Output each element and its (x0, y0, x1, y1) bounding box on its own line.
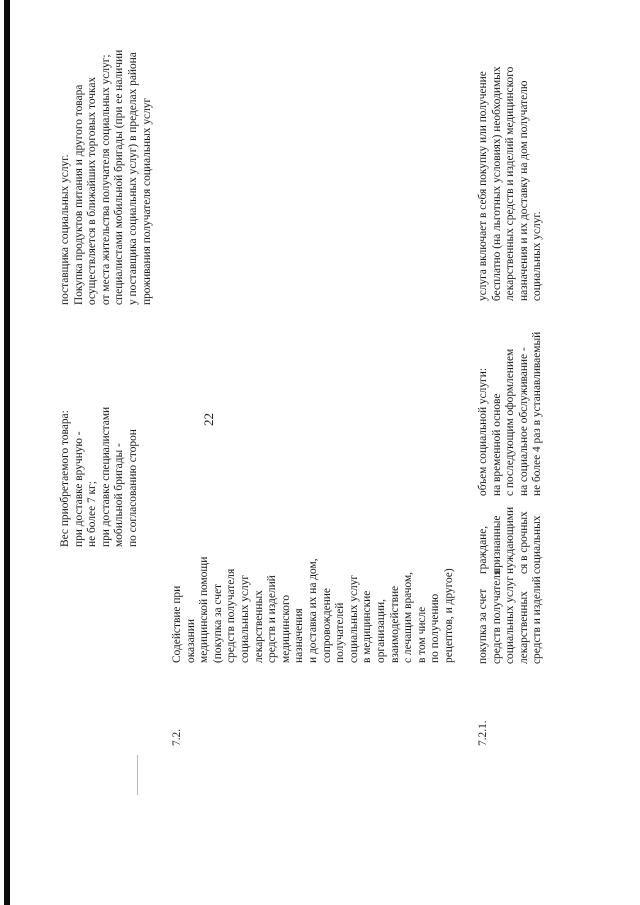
text-line: услуга включает в себя покупку или получение (477, 71, 489, 301)
row-service-name-cell (171, 557, 456, 663)
text-line: Покупка продуктов питания и другого товара (72, 84, 85, 305)
text-line: Вес приобретаемого товара: (59, 410, 71, 547)
text-line: по получению (429, 593, 442, 663)
text-line: с последующим оформлением (504, 348, 517, 496)
text-line: лекарственных (517, 591, 530, 664)
text-line: взаимодействие (388, 585, 401, 663)
text-line: лекарственных (252, 590, 265, 663)
text-line: социальных услуг. (531, 211, 544, 301)
row-number-cell: 7.2. (171, 728, 183, 746)
text-line: на социальное обслуживание - (517, 347, 530, 496)
text-line: по согласованию сторон (126, 429, 139, 547)
text-line: рецептов, и другое) (442, 568, 455, 663)
text-line: в медицинские (361, 590, 374, 663)
text-line: у поставщика социальных услуг) в пределах района (126, 52, 139, 305)
text-line: лекарственных средств и изделий медицинского (504, 66, 517, 301)
text-line: мобильной бригады - (113, 443, 126, 547)
text-line: средств получателя (225, 568, 238, 663)
text-line: не более 4 раз в устанавливаемый (531, 331, 544, 496)
text-line: граждане, (477, 525, 489, 574)
text-line: на временной основе (490, 393, 503, 496)
text-line: сопровождение (320, 588, 333, 663)
text-line: медицинской помощи (198, 556, 211, 663)
page-number: 22 (201, 413, 216, 426)
text-line: проживания получателя социальных услуг (140, 97, 153, 305)
text-line: социальных услуг (347, 574, 360, 663)
scan-edge-bar (4, 0, 10, 905)
text-line: ся в срочных (517, 511, 530, 574)
text-line: бесплатно (на льготных условиях) необходимых (490, 66, 503, 301)
text-line: в том числе (415, 606, 428, 663)
row-description-cell (59, 50, 154, 305)
row-description-cell (477, 66, 545, 301)
text-line: нуждающими (504, 506, 517, 574)
text-line: средств получателя (490, 569, 503, 664)
text-line: назначения (293, 608, 306, 663)
text-line: и доставка их на дом, (306, 558, 319, 663)
text-line: специалистами мобильной бригады (при ее наличии (113, 49, 126, 305)
row-number-cell: 7.2.1. (477, 720, 489, 746)
text-line: назначения и их доставку на дом получателю (517, 80, 530, 301)
text-line: организации, (374, 599, 387, 663)
text-line: покупка за счет (477, 588, 489, 664)
text-line: при доставке специалистами (99, 406, 112, 547)
text-line: не более 7 кг; (86, 481, 99, 547)
text-line: Содействие при (171, 585, 183, 663)
text-line: от места жительства получателя социальных услуг; (99, 54, 112, 305)
text-line: с лечащим врачом, (402, 571, 415, 663)
text-line: социальных (531, 515, 544, 574)
rotated-table (12, 8, 612, 888)
row-volume-cell (59, 407, 141, 547)
text-line: объем социальной услуги: (477, 368, 489, 496)
text-line: поставщика социальных услуг. (59, 154, 71, 305)
text-line: медицинского (279, 594, 292, 663)
text-line: социальных услуг (238, 574, 251, 663)
row-volume-cell (477, 332, 545, 496)
text-line: (покупка за счет (211, 583, 224, 663)
text-line: средств и изделий (531, 576, 544, 664)
text-line: при доставке вручную - (72, 431, 85, 547)
text-line: осуществляется в ближайших торговых точках (86, 76, 99, 305)
row-recipients-cell (477, 507, 545, 574)
text-line: социальных услуг (504, 575, 517, 664)
row-service-name-cell (477, 570, 545, 664)
text-line: оказании (184, 619, 197, 663)
text-line: средств и изделий (266, 575, 279, 663)
text-line: признанные (490, 515, 503, 574)
text-line: получателей (334, 602, 347, 663)
